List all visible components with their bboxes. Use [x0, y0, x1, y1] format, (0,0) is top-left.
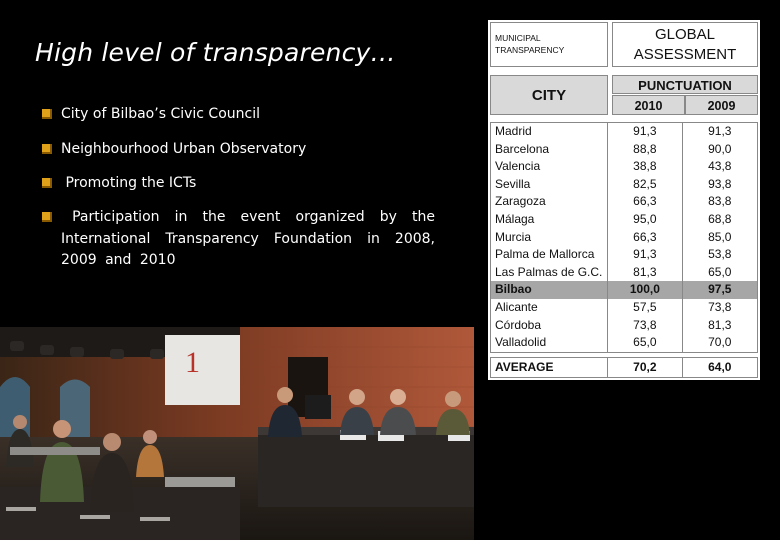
year-2009-header: 2009	[685, 95, 758, 115]
table-row	[491, 281, 757, 299]
score-2010-cell: 82,5	[608, 176, 682, 194]
score-2009-cell: 65,0	[708, 264, 732, 279]
score-2010-cell: 65,0	[608, 334, 682, 352]
score-2010-cell: 66,3	[608, 193, 682, 211]
score-2010-cell: 95,0	[608, 211, 682, 229]
score-2009-cell: 90,0	[708, 141, 732, 156]
city-cell: Palma de Mallorca	[491, 246, 608, 264]
city-cell: Las Palmas de G.C.	[491, 264, 608, 282]
conference-photo-illustration	[0, 327, 474, 540]
table-row	[491, 193, 757, 211]
bullet-item	[42, 207, 444, 272]
punctuation-header: PUNCTUATION	[612, 75, 758, 94]
score-2010-cell: 57,5	[608, 299, 682, 317]
table-row	[491, 158, 757, 176]
average-2009: 64,0	[708, 360, 732, 374]
score-2009-cell: 97,5	[708, 282, 732, 297]
city-cell: Valladolid	[491, 334, 608, 352]
table-row	[491, 246, 757, 264]
table-row	[491, 141, 757, 159]
city-cell: Zaragoza	[491, 193, 608, 211]
city-cell: Barcelona	[491, 141, 608, 159]
score-2009-cell: 81,3	[708, 317, 732, 332]
score-2009-cell: 83,8	[708, 194, 732, 209]
city-cell: Málaga	[491, 211, 608, 229]
city-cell: Madrid	[491, 123, 608, 141]
slide-title: High level of transparency…	[35, 38, 396, 67]
score-2010-cell: 81,3	[608, 264, 682, 282]
table-row	[491, 229, 757, 247]
average-row	[490, 357, 758, 378]
table-row	[491, 176, 757, 194]
year-2010-header: 2010	[612, 95, 685, 115]
bullet-text: Participation in the event organized by the International Transparency Foundation in 2008, 2009 and 2010	[61, 209, 444, 268]
bullet-square-icon	[42, 109, 52, 119]
city-cell: Córdoba	[491, 317, 608, 335]
average-label: AVERAGE	[491, 358, 608, 377]
bullet-item	[42, 139, 306, 161]
score-2009-cell: 93,8	[708, 176, 732, 191]
score-2010-cell: 91,3	[608, 123, 682, 141]
table-row	[491, 334, 757, 352]
score-2010-cell: 91,3	[608, 246, 682, 264]
score-2009-cell: 91,3	[708, 124, 732, 138]
bullet-item	[42, 104, 260, 126]
bullet-item	[42, 173, 196, 195]
table-body	[490, 122, 758, 353]
global-assessment-header: GLOBAL ASSESSMENT	[612, 22, 758, 67]
score-2009-cell: 43,8	[708, 159, 732, 174]
municipal-transparency-header: MUNICIPAL TRANSPARENCY	[490, 22, 608, 67]
score-2009-cell: 53,8	[708, 247, 732, 262]
city-cell: Bilbao	[491, 281, 608, 299]
bullet-square-icon	[42, 144, 52, 154]
city-cell: Alicante	[491, 299, 608, 317]
table-row	[491, 317, 757, 335]
city-cell: Sevilla	[491, 176, 608, 194]
table-row	[491, 123, 757, 141]
score-2010-cell: 73,8	[608, 317, 682, 335]
city-cell: Valencia	[491, 158, 608, 176]
average-2010: 70,2	[608, 358, 682, 377]
score-2009-cell: 85,0	[708, 229, 732, 244]
bullet-text: Neighbourhood Urban Observatory	[61, 141, 307, 157]
table-row	[491, 211, 757, 229]
score-2009-cell: 68,8	[708, 211, 732, 226]
conference-photo	[0, 327, 474, 540]
bullet-text: City of Bilbao’s Civic Council	[61, 106, 260, 122]
score-2010-cell: 88,8	[608, 141, 682, 159]
transparency-table	[488, 20, 760, 380]
city-column-header: CITY	[490, 75, 608, 115]
table-row	[491, 264, 757, 282]
bullet-square-icon	[42, 178, 52, 188]
score-2009-cell: 70,0	[708, 335, 732, 350]
table-row	[491, 299, 757, 317]
bullet-square-icon	[42, 212, 52, 222]
score-2010-cell: 100,0	[608, 281, 682, 299]
score-2010-cell: 66,3	[608, 229, 682, 247]
screen-logo: 1	[185, 346, 200, 379]
bullet-text: Promoting the ICTs	[61, 175, 197, 191]
city-cell: Murcia	[491, 229, 608, 247]
score-2010-cell: 38,8	[608, 158, 682, 176]
score-2009-cell: 73,8	[708, 299, 732, 314]
